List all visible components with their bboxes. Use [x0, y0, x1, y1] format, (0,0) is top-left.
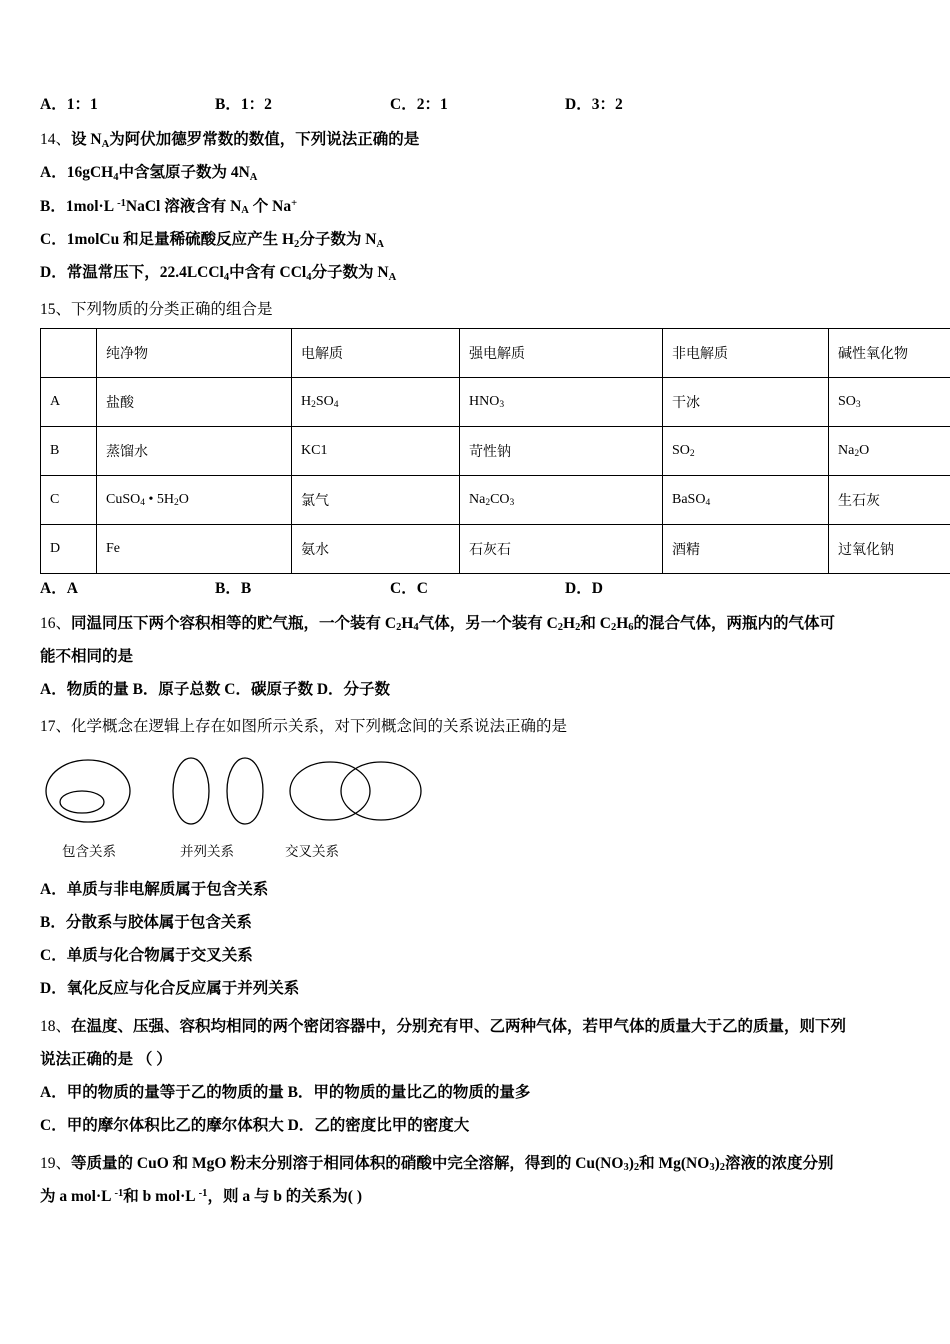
relation-diagram-svg	[40, 753, 440, 831]
cell-d-pure: Fe	[97, 524, 292, 573]
q17-option-a: A．单质与非电解质属于包含关系	[40, 880, 269, 898]
cell-d-basic-oxide: 过氧化钠	[829, 524, 950, 573]
q13-option-a: A．1：1	[40, 96, 98, 113]
row-label-c: C	[41, 475, 97, 524]
table-header-cell-4: 非电解质	[663, 328, 829, 377]
table-header-cell-5: 碱性氧化物	[829, 328, 950, 377]
q17-option-d: D．氧化反应与化合反应属于并列关系	[40, 980, 300, 998]
table-header-cell-2: 电解质	[292, 328, 460, 377]
q13-options-row	[40, 0, 910, 114]
q17-stem-text: 化学概念在逻辑上存在如图所示关系，对下列概念间的关系说法正确的是	[71, 718, 568, 736]
q18-number: 18、	[40, 1017, 72, 1035]
q16-stem-text-1: 同温同压下两个容积相等的贮气瓶，一个装有 $C_2H_4$气体，另一个装有 $C_2H_2$和 $C_2H_6$的混合气体，两瓶内的气体可	[71, 614, 836, 634]
cell-d-non-electrolyte: 酒精	[663, 524, 829, 573]
q17-option-b-text: 分散系与胶体属于包含关系	[65, 913, 252, 931]
table-row	[41, 377, 950, 426]
q14-option-c-text: 1molCu 和足量稀硫酸反应产生 $H_2$分子数为 $N_A$	[66, 230, 384, 250]
q13-option-b: B．1：2	[215, 96, 272, 113]
q18-stem-line1	[40, 1015, 910, 1038]
table-header-cell-0	[41, 328, 97, 377]
q19-stem-line1	[40, 1152, 910, 1175]
table-row	[41, 524, 950, 573]
q16-stem-line1	[40, 612, 910, 635]
cell-c-electrolyte: 氯气	[292, 475, 460, 524]
cell-b-pure: 蒸馏水	[97, 426, 292, 475]
cell-a-electrolyte: $H_2SO_4$	[292, 377, 460, 426]
q14-option-c: C．1molCu 和足量稀硫酸反应产生 $H_2$分子数为 $N_A$	[40, 230, 384, 250]
parallel-relation-icon	[173, 758, 263, 824]
q17-stem	[40, 715, 910, 738]
cell-c-strong-electrolyte: $Na_2CO_3$	[460, 475, 663, 524]
q15-option-c: C．C	[390, 579, 428, 597]
q19-stem-text-1: 等质量的 CuO 和 MgO 粉末分别溶于相同体积的硝酸中完全溶解，得到的 $Cu(NO_3)_2$和 $Mg(NO_3)_2$溶液的浓度分别	[71, 1154, 834, 1174]
q17-number: 17、	[40, 718, 72, 736]
caption-containment: 包含关系	[62, 843, 116, 859]
table-row	[41, 475, 950, 524]
q14-option-b: B．1mol·L $^{-1}$NaCl 溶液含有 $N_A$ 个 Na+	[40, 197, 298, 217]
q14-option-b-text: 1mol·L $^{-1}$NaCl 溶液含有 $N_A$ 个 Na+	[65, 197, 298, 217]
q15-option-d: D．D	[565, 579, 603, 597]
relation-diagram-captions	[40, 840, 910, 860]
q15-options-row	[40, 576, 910, 598]
cell-a-basic-oxide: $SO_3$	[829, 377, 950, 426]
cell-d-strong-electrolyte: 石灰石	[460, 524, 663, 573]
q14-option-a: A．16gCH$_4$中含氢原子数为 $4N_A$	[40, 164, 258, 184]
q17-option-c: C．单质与化合物属于交叉关系	[40, 947, 253, 964]
q15-stem	[40, 298, 910, 321]
q13-option-c: C．2：1	[390, 96, 448, 113]
cell-c-pure: CuSO$_4$ • $5H_2O$	[97, 475, 292, 524]
cell-a-non-electrolyte: 干冰	[663, 377, 829, 426]
cell-c-basic-oxide: 生石灰	[829, 475, 950, 524]
q15-number: 15、	[40, 301, 72, 319]
q19-number: 19、	[40, 1154, 72, 1172]
q16-options-inline: A．物质的量 B．原子总数 C．碳原子数 D．分子数	[40, 681, 391, 698]
table-row	[41, 426, 950, 475]
table-header-row	[41, 328, 950, 377]
table-header-cell-3: 强电解质	[460, 328, 663, 377]
cell-a-strong-electrolyte: $HNO_3$	[460, 377, 663, 426]
caption-intersection: 交叉关系	[285, 843, 339, 859]
q17-option-a-text: 单质与非电解质属于包含关系	[66, 880, 269, 898]
q14-option-d: D．常温常压下，22.4LCCl$_4$中含有 CCl$_4$分子数为 $N_A$	[40, 264, 397, 283]
cell-b-non-electrolyte: $SO_2$	[663, 426, 829, 475]
cell-b-electrolyte: KC1	[292, 426, 460, 475]
q17-option-d-text: 氧化反应与化合反应属于并列关系	[66, 980, 300, 998]
row-label-d: D	[41, 524, 97, 573]
q18-options-line1: A．甲的物质的量等于乙的物质的量 B．甲的物质的量比乙的物质的量多	[40, 1084, 531, 1101]
q17-option-c-text: 单质与化合物属于交叉关系	[66, 947, 253, 964]
q18-stem-line2: 说法正确的是 （ ）	[40, 1050, 172, 1068]
cell-a-pure: 盐酸	[97, 377, 292, 426]
q16-number: 16、	[40, 614, 72, 632]
classification-table	[40, 328, 950, 574]
cell-b-strong-electrolyte: 苛性钠	[460, 426, 663, 475]
intersection-relation-icon	[290, 762, 421, 820]
relation-diagram	[40, 753, 910, 860]
row-label-b: B	[41, 426, 97, 475]
q19-stem-line2: 为 a mol·L $^{-1}$和 b mol·L $^{-1}$，则 a 与 b 的关系为( )	[40, 1187, 363, 1205]
containment-relation-icon	[46, 760, 130, 822]
cell-d-electrolyte: 氨水	[292, 524, 460, 573]
q15-stem-text: 下列物质的分类正确的组合是	[71, 301, 273, 319]
q14-stem-text: 设 $N_A$为阿伏加德罗常数的数值，下列说法正确的是	[71, 131, 420, 150]
q18-stem-text-1: 在温度、压强、容积均相同的两个密闭容器中，分别充有甲、乙两种气体，若甲气体的质量大于乙的质量，则下列	[71, 1017, 847, 1035]
caption-parallel: 并列关系	[180, 843, 234, 859]
q14-stem	[40, 128, 910, 151]
q17-option-b: B．分散系与胶体属于包含关系	[40, 913, 252, 931]
q14-number: 14、	[40, 131, 72, 148]
q14-option-d-text: 常温常压下，22.4LCCl$_4$中含有 CCl$_4$分子数为 $N_A$	[66, 264, 397, 283]
table-header-cell-1: 纯净物	[97, 328, 292, 377]
cell-c-non-electrolyte: BaSO$_4$	[663, 475, 829, 524]
q15-option-a: A．A	[40, 579, 78, 597]
q14-option-a-text: 16gCH$_4$中含氢原子数为 $4N_A$	[66, 164, 258, 184]
row-label-a: A	[41, 377, 97, 426]
q13-option-d: D．3：2	[565, 96, 623, 113]
q16-stem-line2: 能不相同的是	[40, 647, 134, 665]
cell-b-basic-oxide: $Na_2O$	[829, 426, 950, 475]
q15-option-b: B．B	[215, 579, 252, 597]
q18-options-line2: C．甲的摩尔体积比乙的摩尔体积大 D．乙的密度比甲的密度大	[40, 1117, 470, 1135]
